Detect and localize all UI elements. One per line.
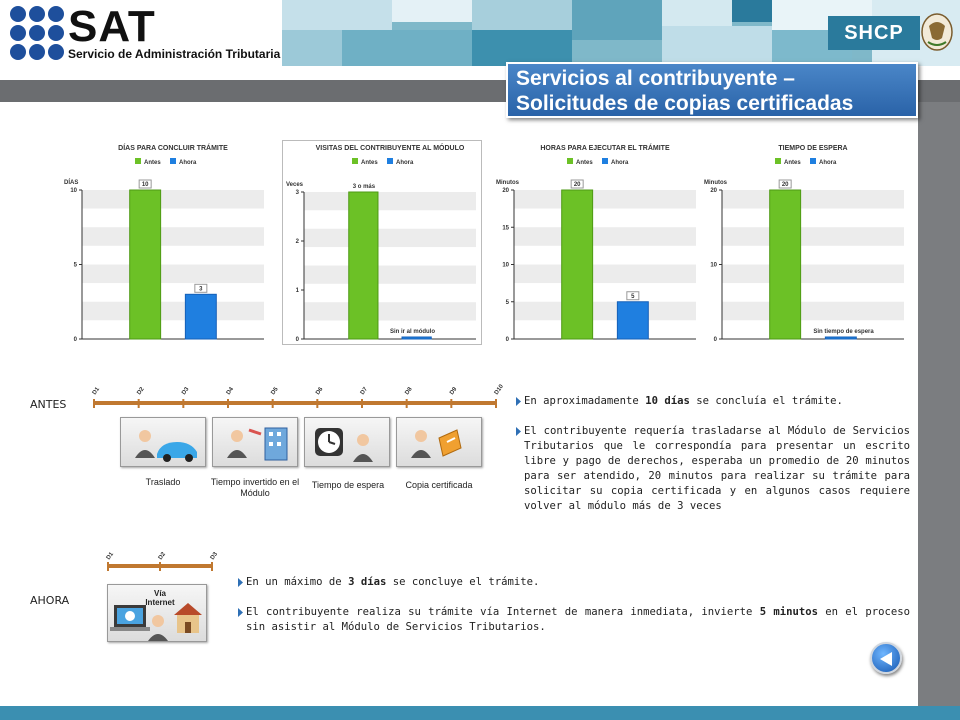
ahora-timeline — [100, 548, 230, 572]
y-axis-label: DÍAS — [64, 180, 79, 186]
legend-swatch-antes — [352, 158, 358, 164]
day-label: D2 — [136, 386, 146, 397]
grid-band — [82, 302, 264, 321]
grid-band — [304, 229, 476, 247]
chart-dias — [60, 140, 270, 345]
legend-label-ahora: Ahora — [396, 160, 414, 166]
grid-band — [722, 246, 904, 265]
legend-label-antes: Antes — [784, 160, 801, 166]
day-label: D3 — [209, 551, 220, 562]
legend-label-ahora: Ahora — [179, 160, 197, 166]
ahora-label: AHORA — [30, 594, 70, 607]
step-label-espera: Tiempo de espera — [311, 480, 385, 490]
agency-label: SHCP — [828, 16, 920, 50]
bullet-marker — [516, 397, 521, 406]
ahora-summary: En un máximo de 3 días se concluye el trámite. — [246, 575, 910, 590]
right-side-bar — [918, 102, 960, 706]
bar-ahora — [825, 337, 856, 339]
value-label: 10 — [141, 182, 149, 188]
logo-text: SAT — [68, 2, 156, 51]
legend-label-ahora: Ahora — [611, 160, 629, 166]
grid-band — [722, 265, 904, 284]
grid-band — [304, 247, 476, 265]
day-label: D9 — [449, 386, 459, 397]
step-internet — [107, 584, 207, 642]
value-label: 3 o más — [352, 184, 376, 190]
antes-timeline — [88, 378, 508, 412]
grid-band — [304, 192, 476, 210]
sat-dots-icon — [10, 6, 64, 60]
day-label: D7 — [359, 386, 370, 397]
day-label: D1 — [91, 386, 102, 397]
sat-logo — [0, 0, 282, 66]
bullet-marker — [516, 427, 521, 436]
value-label: Sin ir al módulo — [390, 329, 436, 335]
legend-label-antes: Antes — [144, 160, 161, 166]
eagle-seal-icon — [920, 12, 954, 52]
internet-label: Vía Internet — [145, 589, 175, 607]
grid-band — [722, 283, 904, 302]
y-tick-label: 5 — [505, 299, 509, 306]
day-label: D2 — [157, 551, 168, 562]
grid-band — [722, 190, 904, 209]
day-label: D6 — [315, 386, 325, 397]
chart-horas — [492, 140, 702, 345]
grid-band — [514, 246, 696, 265]
legend-swatch-antes — [567, 158, 573, 164]
antes-label: ANTES — [30, 398, 67, 411]
step-espera — [304, 417, 390, 467]
antes-description: El contribuyente requería trasladarse al Módulo de Servicios Tributarios que le correspondía para presentar un escrito libre y pago de derechos, esperaba un promedio de 20 minutos para ser atendido, 20 minutos para realizar su trámite para solicitar su copia certificada y en algunos casos requiere volver al módulo más de 3 veces — [524, 424, 910, 514]
page-title — [506, 62, 918, 118]
y-tick-label: 5 — [73, 262, 77, 269]
step-modulo — [212, 417, 298, 467]
grid-band — [514, 265, 696, 284]
y-tick-label: 2 — [295, 239, 299, 245]
grid-band — [304, 266, 476, 284]
chart-svg — [492, 140, 702, 345]
chart-svg — [60, 140, 270, 345]
y-axis-label: Veces — [286, 182, 304, 188]
bar-ahora — [402, 337, 431, 339]
legend-label-antes: Antes — [361, 160, 378, 166]
back-arrow-icon — [880, 652, 892, 666]
bar-ahora — [185, 294, 216, 339]
step-label-copia: Copia certificada — [405, 480, 473, 490]
bar-antes — [130, 190, 161, 339]
bullet-marker — [238, 608, 243, 617]
back-button[interactable] — [870, 642, 902, 674]
y-tick-label: 20 — [710, 188, 717, 194]
grid-band — [82, 190, 264, 209]
legend-label-ahora: Ahora — [819, 160, 837, 166]
day-label: D4 — [225, 386, 236, 397]
bar-ahora — [617, 302, 648, 339]
logo-subtitle: Servicio de Administración Tributaria — [68, 47, 281, 61]
chart-title: TIEMPO DE ESPERA — [778, 145, 848, 152]
chart-title: VISITAS DEL CONTRIBUYENTE AL MÓDULO — [315, 145, 465, 152]
person-building-icon — [213, 418, 299, 468]
ahora-description: El contribuyente realiza su trámite vía Internet de manera inmediata, invierte 5 minutos en el proceso sin asistir al Módulo de Servicios Tributarios. — [246, 605, 910, 635]
grid-band — [304, 284, 476, 302]
step-copia — [396, 417, 482, 467]
grid-band — [514, 283, 696, 302]
grid-band — [304, 210, 476, 228]
chart-visitas — [282, 140, 482, 345]
step-traslado — [120, 417, 206, 467]
chart-title: HORAS PARA EJECUTAR EL TRÁMITE — [540, 145, 670, 152]
car-person-icon — [121, 418, 207, 468]
value-label: 3 — [199, 286, 203, 293]
grid-band — [514, 302, 696, 321]
person-document-icon — [397, 418, 483, 468]
y-tick-label: 3 — [295, 190, 299, 196]
grid-band — [82, 246, 264, 265]
legend-swatch-ahora — [170, 158, 176, 164]
grid-band — [722, 302, 904, 321]
grid-band — [82, 283, 264, 302]
y-tick-label: 20 — [502, 188, 509, 194]
y-tick-label: 0 — [505, 337, 509, 343]
value-label: 5 — [631, 293, 635, 300]
y-tick-label: 15 — [502, 225, 509, 232]
legend-swatch-ahora — [810, 158, 816, 164]
legend-swatch-ahora — [602, 158, 608, 164]
title-line-1: Servicios al contribuyente – — [516, 67, 795, 90]
chart-title: DÍAS PARA CONCLUIR TRÁMITE — [118, 145, 228, 152]
grid-band — [514, 320, 696, 339]
value-label: Sin tiempo de espera — [813, 329, 874, 335]
grid-band — [722, 209, 904, 228]
grid-band — [514, 227, 696, 246]
antes-summary: En aproximadamente 10 días se concluía el trámite. — [524, 394, 910, 409]
legend-label-antes: Antes — [576, 160, 593, 166]
y-tick-label: 0 — [73, 337, 77, 343]
y-tick-label: 0 — [713, 337, 717, 343]
clock-person-icon — [305, 418, 391, 468]
step-label-modulo: Tiempo invertido en el Módulo — [210, 477, 300, 498]
step-label-traslado: Traslado — [145, 477, 181, 487]
chart-svg — [282, 140, 482, 345]
day-label: D10 — [493, 383, 505, 397]
bar-antes — [349, 192, 378, 339]
bottom-bar — [0, 706, 960, 720]
bar-antes — [770, 190, 801, 339]
y-tick-label: 10 — [70, 188, 77, 194]
y-tick-label: 10 — [502, 262, 509, 269]
chart-svg — [700, 140, 910, 345]
day-label: D1 — [105, 551, 116, 562]
y-axis-label: Minutos — [704, 180, 727, 186]
bar-antes — [562, 190, 593, 339]
day-label: D3 — [181, 386, 191, 397]
chart-espera — [700, 140, 910, 345]
y-tick-label: 10 — [710, 262, 717, 269]
grid-band — [82, 320, 264, 339]
legend-swatch-antes — [135, 158, 141, 164]
day-label: D8 — [404, 386, 414, 397]
grid-band — [304, 302, 476, 320]
legend-swatch-ahora — [387, 158, 393, 164]
y-axis-label: Minutos — [496, 180, 519, 186]
bullet-marker — [238, 578, 243, 587]
grid-band — [514, 209, 696, 228]
grid-band — [514, 190, 696, 209]
grid-band — [82, 265, 264, 284]
day-label: D5 — [270, 386, 280, 397]
value-label: 20 — [573, 182, 581, 188]
grid-band — [722, 227, 904, 246]
grid-band — [82, 227, 264, 246]
legend-swatch-antes — [775, 158, 781, 164]
y-tick-label: 0 — [295, 337, 299, 343]
grid-band — [82, 209, 264, 228]
title-line-2: Solicitudes de copias certificadas — [516, 92, 854, 115]
value-label: 20 — [781, 182, 789, 188]
y-tick-label: 1 — [295, 288, 299, 294]
